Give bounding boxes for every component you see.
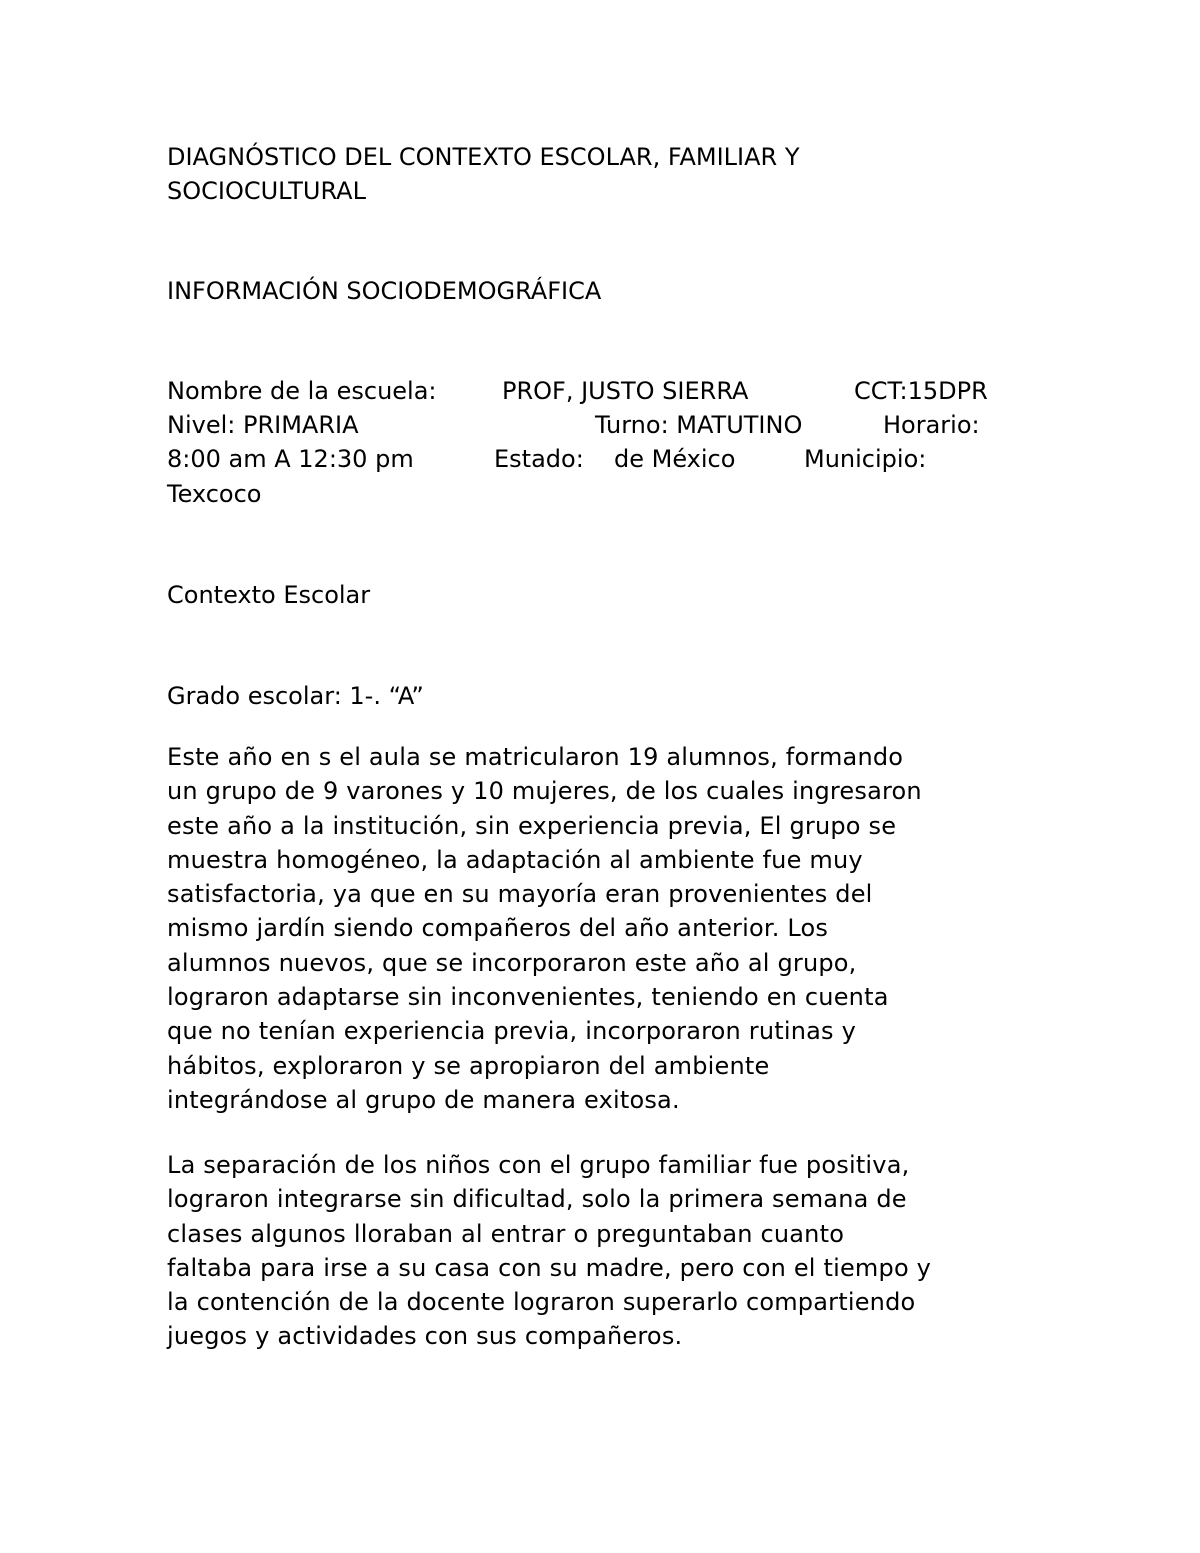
paragraph-line: este año a la institución, sin experiencia previa, El grupo se <box>167 811 897 840</box>
paragraph-line: alumnos nuevos, que se incorporaron este año al grupo, <box>167 948 857 977</box>
grade-text: Grado escolar: 1-. “A” <box>167 682 424 710</box>
paragraph-line: lograron integrarse sin dificultad, solo la primera semana de <box>167 1185 907 1214</box>
document-title <box>167 140 1047 208</box>
section-heading-school-context: Contexto Escolar <box>167 581 371 609</box>
school-level: Nivel: PRIMARIA <box>167 411 359 439</box>
school-name-value: PROF, JUSTO SIERRA <box>502 377 749 405</box>
paragraph-line: un grupo de 9 varones y 10 mujeres, de los cuales ingresaron <box>167 777 922 806</box>
title-line-1: DIAGNÓSTICO DEL CONTEXTO ESCOLAR, FAMILIAR Y <box>167 143 800 171</box>
school-state-label: Estado: <box>494 445 584 473</box>
school-municipality-label: Municipio: <box>804 445 927 473</box>
school-schedule-value: 8:00 am A 12:30 pm <box>167 445 414 473</box>
school-municipality-value: Texcoco <box>167 480 262 508</box>
school-shift: Turno: MATUTINO <box>595 411 803 439</box>
school-name-label: Nombre de la escuela: <box>167 377 437 405</box>
paragraph-line: que no tenían experiencia previa, incorporaron rutinas y <box>167 1017 856 1046</box>
paragraph-line: hábitos, exploraron y se apropiaron del ambiente <box>167 1051 770 1080</box>
school-state-value: de México <box>614 445 736 473</box>
school-cct: CCT:15DPR <box>854 377 988 405</box>
section-heading-sociodemographic: INFORMACIÓN SOCIODEMOGRÁFICA <box>167 277 602 305</box>
paragraph-family-separation <box>167 1148 1047 1354</box>
paragraph-line: juegos y actividades con sus compañeros. <box>167 1322 683 1351</box>
title-line-2: SOCIOCULTURAL <box>167 177 366 205</box>
paragraph-line: integrándose al grupo de manera exitosa. <box>167 1085 680 1114</box>
paragraph-line: mismo jardín siendo compañeros del año anterior. Los <box>167 914 829 943</box>
school-schedule-label: Horario: <box>883 411 980 439</box>
paragraph-line: faltaba para irse a su casa con su madre, pero con el tiempo y <box>167 1253 932 1282</box>
paragraph-line: muestra homogéneo, la adaptación al ambiente fue muy <box>167 845 863 874</box>
paragraph-line: lograron adaptarse sin inconvenientes, teniendo en cuenta <box>167 983 889 1012</box>
paragraph-school-context <box>167 740 1047 1117</box>
document-page <box>167 140 1047 1351</box>
paragraph-line: la contención de la docente lograron superarlo compartiendo <box>167 1288 916 1317</box>
paragraph-line: clases algunos lloraban al entrar o preguntaban cuanto <box>167 1219 845 1248</box>
paragraph-line: La separación de los niños con el grupo familiar fue positiva, <box>167 1151 910 1179</box>
paragraph-line: satisfactoria, ya que en su mayoría eran provenientes del <box>167 880 873 909</box>
paragraph-line: Este año en s el aula se matricularon 19 alumnos, formando <box>167 743 904 771</box>
